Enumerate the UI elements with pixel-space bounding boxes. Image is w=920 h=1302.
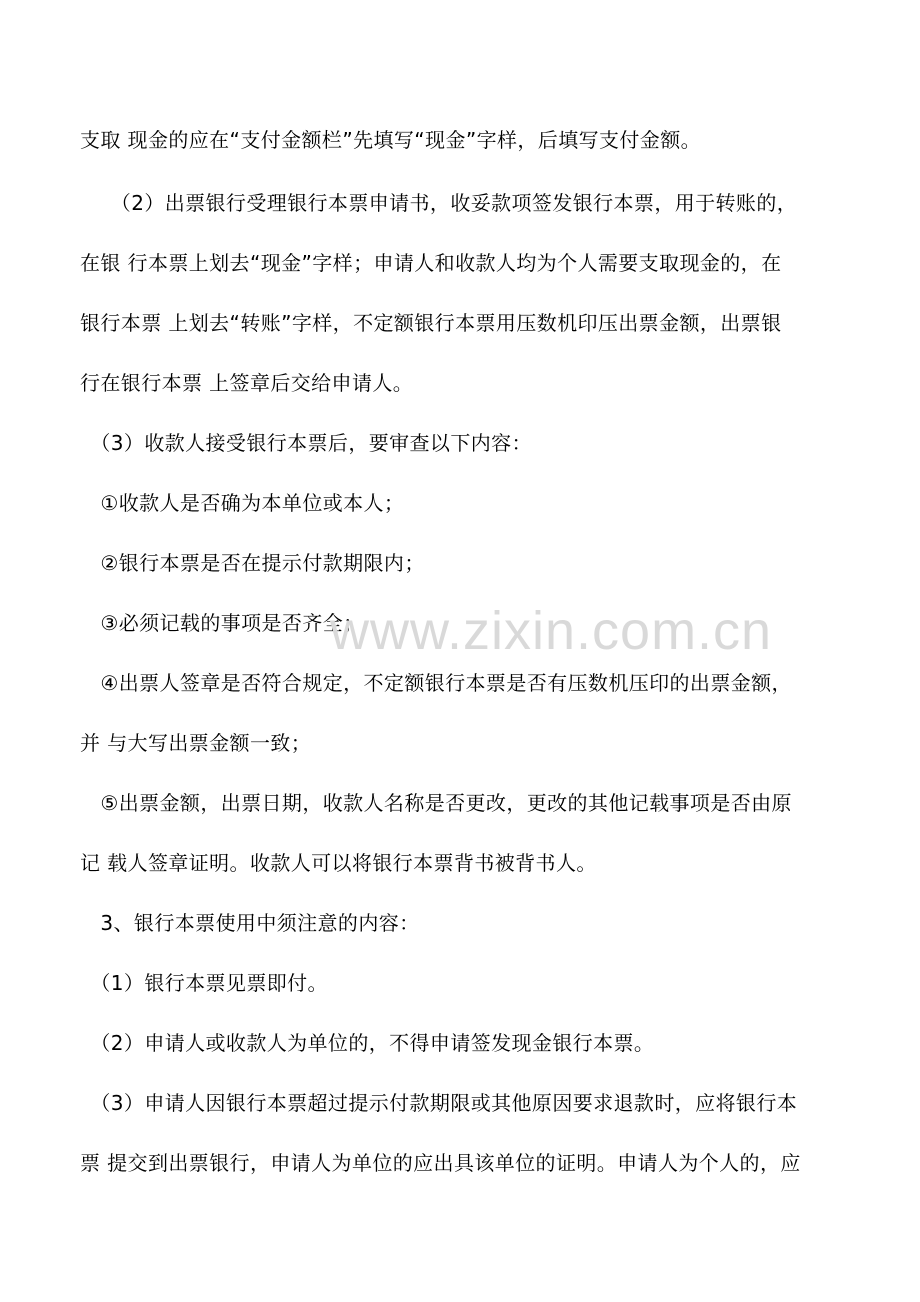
text-line: ④出票人签章是否符合规定，不定额银行本票是否有压数机压印的出票金额， bbox=[80, 671, 792, 695]
text-line: ③必须记载的事项是否齐全； bbox=[80, 611, 364, 635]
text-line: 支取 现金的应在“支付金额栏”先填写“现金”字样，后填写支付金额。 bbox=[80, 128, 702, 152]
text-line: 银行本票 上划去“转账”字样，不定额银行本票用压数机印压出票金额，出票银 bbox=[80, 311, 782, 335]
text-line: （2）申请人或收款人为单位的，不得申请签发现金银行本票。 bbox=[80, 1031, 655, 1055]
text-line: （3）申请人因银行本票超过提示付款期限或其他原因要求退款时，应将银行本 bbox=[80, 1091, 798, 1115]
text-line: （2）出票银行受理银行本票申请书，收妥款项签发银行本票，用于转账的， bbox=[80, 191, 798, 215]
text-line: ⑤出票金额，出票日期，收款人名称是否更改，更改的其他记载事项是否由原 bbox=[80, 791, 792, 815]
watermark: www.zixin.com.cn bbox=[330, 601, 773, 661]
text-line: 在银 行本票上划去“现金”字样；申请人和收款人均为个人需要支取现金的，在 bbox=[80, 251, 782, 275]
text-line: ②银行本票是否在提示付款期限内； bbox=[80, 551, 425, 575]
text-line: 3、银行本票使用中须注意的内容： bbox=[80, 911, 420, 935]
text-line: 行在银行本票 上签章后交给申请人。 bbox=[80, 371, 414, 395]
text-line: 记 载人签章证明。收款人可以将银行本票背书被背书人。 bbox=[80, 851, 597, 875]
text-line: ①收款人是否确为本单位或本人； bbox=[80, 491, 405, 515]
text-line: 并 与大写出票金额一致； bbox=[80, 731, 312, 755]
text-line: 票 提交到出票银行，申请人为单位的应出具该单位的证明。申请人为个人的，应 bbox=[80, 1151, 801, 1175]
text-line: （1）银行本票见票即付。 bbox=[80, 971, 328, 995]
text-line: （3）收款人接受银行本票后，要审查以下内容： bbox=[80, 431, 532, 455]
